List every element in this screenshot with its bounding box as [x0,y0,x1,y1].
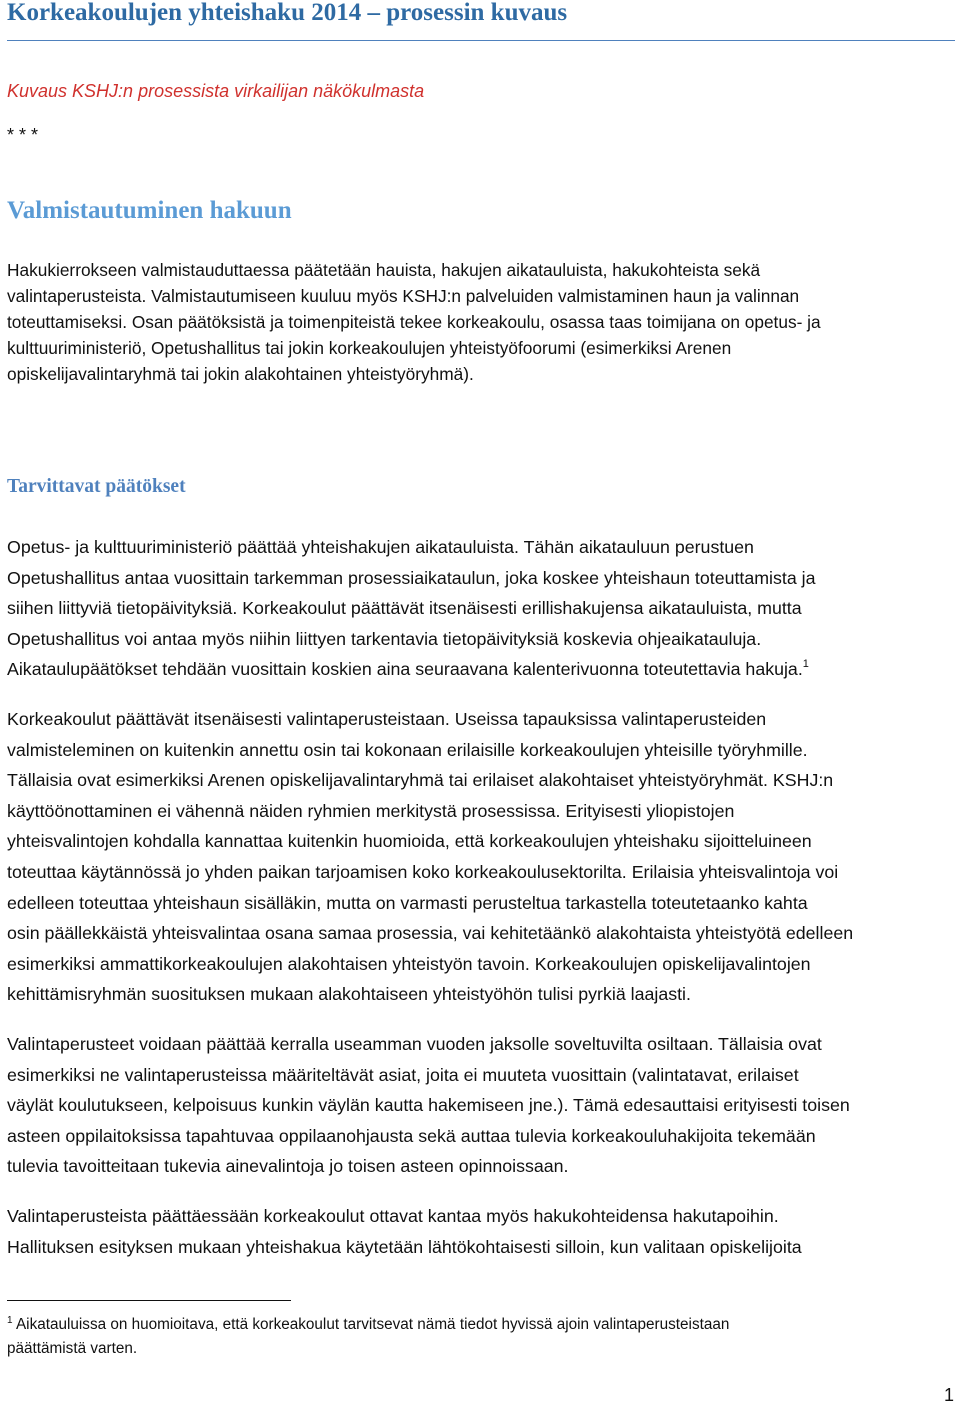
text-line-with-footnote [7,654,955,685]
text-line: Hallituksen esityksen mukaan yhteishakua käytetään lähtökohtaisesti silloin, kun valitaan opiskelijoita [7,1236,802,1257]
text-line: siihen liittyviä tietopäivityksiä. Korkeakoulut päättävät itsenäisesti erillishakujensa aikatauluista, mutta [7,598,802,619]
text-line: Opetushallitus voi antaa myös niihin liittyen tarkentavia tietopäivityksiä koskevia ohjeaikatauluja. [7,628,762,649]
document-title: Korkeakoulujen yhteishaku 2014 – prosessin kuvaus [7,0,568,26]
section-heading-valmistautuminen: Valmistautuminen hakuun [7,196,292,224]
text-line: Opetushallitus antaa vuosittain tarkemman prosessiaikataulun, joka koskee yhteishaun toteuttamista ja [7,567,816,588]
text-line: yhteisvalintojen kohdalla kannattaa kuitenkin huomioida, että korkeakoulujen yhteishaku sijoitteluineen [7,831,812,852]
footnote-line: päättämistä varten. [7,1340,138,1357]
section-separator: * * * [7,125,39,145]
text-line: kehittämisryhmän suosituksen mukaan alakohtaiseen yhteistyöhön tulisi pyrkiä laajasti. [7,984,691,1005]
text-line: toteuttamiseksi. Osan päätöksistä ja toimenpiteistä tekee korkeakoulu, osassa taas toimijana on opetus- ja [7,312,821,332]
text-line: Opetus- ja kulttuuriministeriö päättää yhteishakujen aikatauluista. Tähän aikatauluun perustuen [7,537,754,557]
text-line: tulevia tavoitteitaan tukevia ainevalintoja jo toisen asteen opinnoissaan. [7,1156,569,1177]
text-line: opiskelijavalintaryhmä tai jokin alakohtainen yhteistyöryhmä). [7,364,474,384]
text-line: asteen oppilaitoksissa tapahtuvaa oppilaanohjausta sekä auttaa tulevia korkeakouluhakijoita tekemään [7,1125,816,1146]
document-subtitle: Kuvaus KSHJ:n prosessista virkailijan näkökulmasta [7,81,425,101]
text-line: Tällaisia ovat esimerkiksi Arenen opiskelijavalintaryhmä tai erilaiset alakohtaiset yhteistyöryhmät. KSHJ:n [7,770,834,791]
page-number: 1 [943,1385,954,1405]
text-line: Valintaperusteet voidaan päättää kerralla useamman vuoden jaksolle soveltuvilta osiltaan. Tällaisia ovat [7,1034,822,1054]
paragraph-preparation [7,257,955,387]
text-line: esimerkiksi ne valintaperusteissa määriteltävät asiat, joita ei muuteta vuosittain (valintatavat, erilaiset [7,1064,799,1085]
footnote-line [7,1313,955,1337]
text-line: väylät koulutukseen, kelpoisuus kunkin väylän kautta hakemiseen jne.). Tämä edesauttaisi erityisesti toisen [7,1095,850,1116]
footnote [7,1313,955,1361]
text-line: valintaperusteista. Valmistautumiseen kuuluu myös KSHJ:n palveluiden valmistaminen haun ja valinnan [7,286,800,306]
section-heading-tarvittavat-paatokset: Tarvittavat päätökset [7,475,186,497]
footnote-reference[interactable]: 1 [802,658,809,671]
text-line: Korkeakoulut päättävät itsenäisesti valintaperusteistaan. Useissa tapauksissa valintaperusteiden [7,709,767,729]
title-underline-rule [7,40,955,41]
footnote-text: Aikatauluissa on huomioitava, että korkeakoulut tarvitsevat nämä tiedot hyvissä ajoin valintaperusteistaan [12,1316,730,1333]
paragraph-application-methods [7,1201,955,1262]
text-line: Hakukierrokseen valmistauduttaessa päätetään hauista, hakujen aikatauluista, hakukohteista sekä [7,260,761,280]
text-line: osin päällekkäistä yhteisvalintaa osana samaa prosessia, vai kehitetäänkö alakohtaista yhteistyötä edelleen [7,923,854,944]
text-line: valmisteleminen on kuitenkin annettu osin tai kokonaan erilaisille korkeakoulujen yhteisille työryhmille. [7,739,808,760]
text-line: käyttöönottaminen ei vähennä näiden ryhmien merkitystä prosessissa. Erityisesti yliopistojen [7,800,735,821]
text-line: kulttuuriministeriö, Opetushallitus tai jokin korkeakoulujen yhteistyöfoorumi (esimerkiksi Arenen [7,338,732,358]
footnote-number: 1 [7,1315,13,1326]
paragraph-multiyear-criteria [7,1029,955,1182]
text-line: edelleen toteuttaa yhteishaun sisälläkin, mutta on varmasti perusteltua tarkastella toteutetaanko kahta [7,892,808,913]
text-line: esimerkiksi ammattikorkeakoulujen alakohtaisen yhteistyön tavoin. Korkeakoulujen opiskelijavalintojen [7,953,811,974]
text-line: Aikataulupäätökset tehdään vuosittain koskien aina seuraavana kalenterivuonna toteutettavia hakuja. [7,659,803,680]
text-line: Valintaperusteista päättäessään korkeakoulut ottavat kantaa myös hakukohteidensa hakutapoihin. [7,1206,779,1226]
paragraph-selection-criteria [7,704,955,1010]
paragraph-schedules [7,532,955,685]
text-line: toteuttaa käytännössä jo yhden paikan tarjoamisen koko korkeakoulusektorilta. Erilaisia yhteisvalintoja voi [7,861,839,882]
footnote-separator-rule [7,1300,291,1301]
